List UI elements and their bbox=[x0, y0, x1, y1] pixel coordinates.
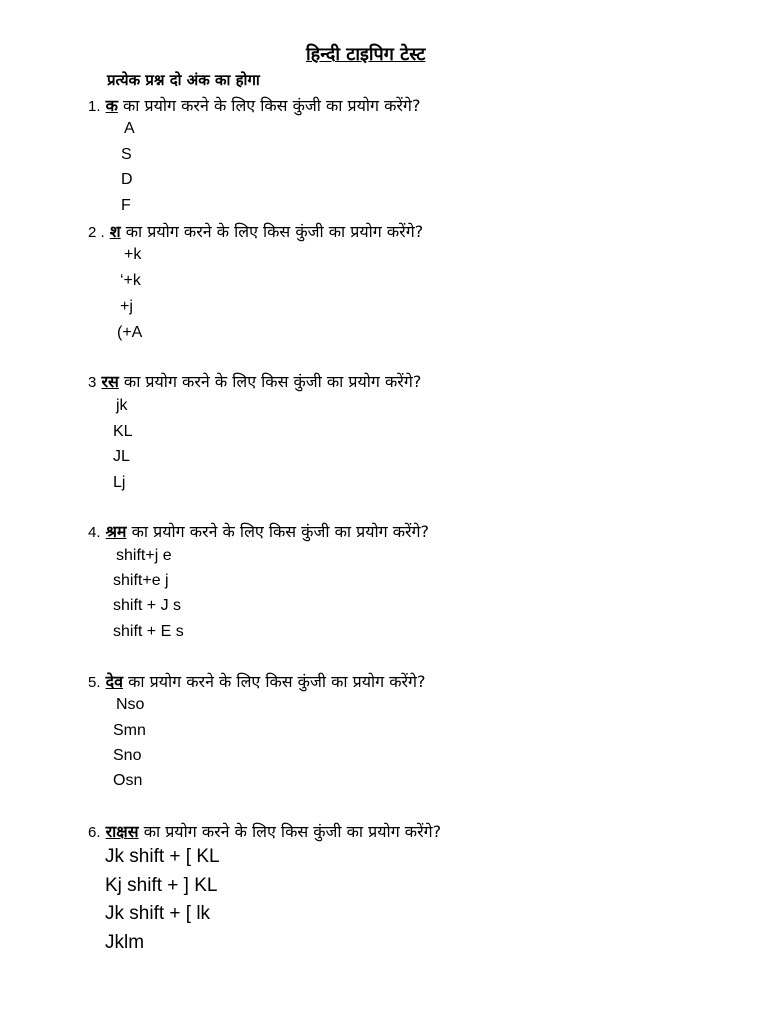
option-3b: KL bbox=[113, 423, 133, 440]
question-text: का प्रयोग करने के लिए किस कुंजी का प्रयोग करेंगे? bbox=[128, 672, 426, 691]
page-title: हिन्दी टाइपिग टेस्ट bbox=[306, 44, 426, 65]
question-word: राक्षस bbox=[105, 822, 139, 841]
question-4 bbox=[88, 520, 429, 542]
option-3d: Lj bbox=[113, 474, 126, 491]
question-word: रस bbox=[101, 372, 119, 391]
question-word: श bbox=[109, 222, 121, 241]
option-1a: A bbox=[124, 120, 135, 137]
option-1c: D bbox=[121, 171, 133, 188]
question-text: का प्रयोग करने के लिए किस कुंजी का प्रयोग करेंगे? bbox=[123, 96, 421, 115]
option-6d: Jklm bbox=[105, 932, 145, 953]
option-5a: Nso bbox=[116, 696, 145, 713]
option-1d: F bbox=[121, 197, 131, 214]
option-6a: Jk shift + [ KL bbox=[105, 846, 220, 867]
question-5 bbox=[88, 670, 426, 692]
option-4c: shift + J s bbox=[113, 597, 182, 614]
question-word: देव bbox=[105, 672, 124, 691]
question-text: का प्रयोग करने के लिए किस कुंजी का प्रयोग करेंगे? bbox=[125, 222, 424, 241]
option-2a: +k bbox=[124, 246, 142, 263]
question-2 bbox=[88, 220, 423, 242]
question-text: का प्रयोग करने के लिए किस कुंजी का प्रयोग करेंगे? bbox=[131, 522, 430, 541]
option-6c: Jk shift + [ lk bbox=[105, 903, 211, 924]
question-number: 3 bbox=[88, 374, 97, 391]
option-4a: shift+j e bbox=[116, 547, 172, 564]
option-5d: Osn bbox=[113, 772, 143, 789]
question-number: 2 . bbox=[88, 224, 105, 241]
option-4d: shift + E s bbox=[113, 623, 184, 640]
question-number: 1. bbox=[88, 98, 101, 115]
question-6 bbox=[88, 820, 441, 842]
question-number: 4. bbox=[88, 524, 101, 541]
instructions: प्रत्येक प्रश्न दो अंक का होगा bbox=[107, 71, 260, 89]
question-number: 6. bbox=[88, 824, 101, 841]
option-5b: Smn bbox=[113, 722, 146, 739]
option-1b: S bbox=[121, 146, 132, 163]
question-3 bbox=[88, 370, 421, 392]
option-3a: jk bbox=[116, 397, 128, 414]
option-5c: Sno bbox=[113, 747, 142, 764]
option-2b: ‘+k bbox=[120, 272, 141, 289]
question-1 bbox=[88, 94, 420, 116]
option-6b: Kj shift + ] KL bbox=[105, 875, 218, 896]
option-3c: JL bbox=[113, 448, 130, 465]
option-2c: +j bbox=[120, 298, 133, 315]
question-text: का प्रयोग करने के लिए किस कुंजी का प्रयोग करेंगे? bbox=[143, 822, 442, 841]
question-text: का प्रयोग करने के लिए किस कुंजी का प्रयोग करेंगे? bbox=[123, 372, 422, 391]
question-word: क bbox=[105, 96, 118, 115]
question-number: 5. bbox=[88, 674, 101, 691]
question-word: श्रम bbox=[105, 522, 127, 541]
option-2d: (+A bbox=[117, 324, 143, 341]
option-4b: shift+e j bbox=[113, 572, 169, 589]
